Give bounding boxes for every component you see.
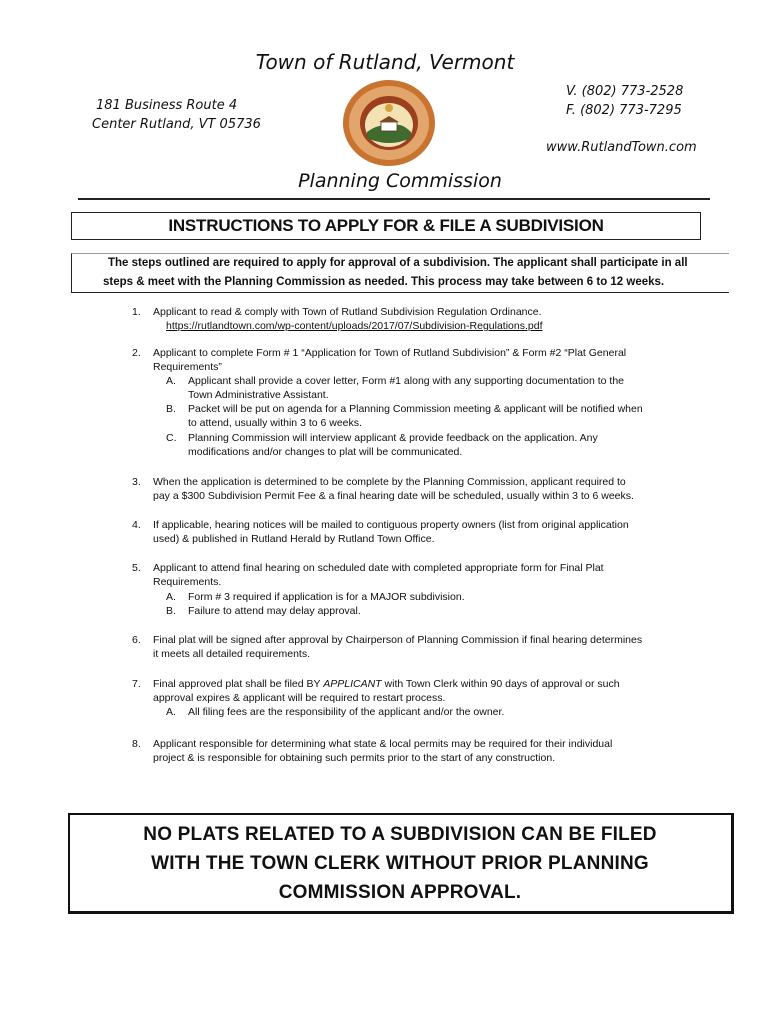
- step-7a-text: All filing fees are the responsibility of the applicant and/or the owner.: [188, 706, 505, 718]
- step-5a-text: Form # 3 required if application is for a MAJOR subdivision.: [188, 591, 465, 603]
- header-divider: [78, 198, 710, 200]
- address-line-1: 181 Business Route 4: [96, 98, 238, 113]
- website[interactable]: www.RutlandTown.com: [546, 140, 697, 155]
- step-8-text: Applicant responsible for determining what state & local permits may be required for their individual: [153, 738, 613, 750]
- step-6-text: Final plat will be signed after approval by Chairperson of Planning Commission if final hearing determines: [153, 634, 643, 646]
- intro-text-line-2: steps & meet with the Planning Commission as needed. This process may take between 6 to 12 weeks.: [103, 276, 665, 288]
- step-3-text: When the application is determined to be complete by the Planning Commission, applicant required to: [153, 476, 626, 488]
- step-3-text: pay a $300 Subdivision Permit Fee & a final hearing date will be scheduled, usually within 3 to 6 weeks.: [153, 490, 634, 502]
- address-line-2: Center Rutland, VT 05736: [92, 117, 261, 132]
- step-7-number: 7.: [132, 678, 141, 690]
- step-5b-letter: B.: [166, 605, 176, 617]
- regulations-link[interactable]: https://rutlandtown.com/wp-content/uploads/2017/07/Subdivision-Regulations.pdf: [166, 320, 543, 332]
- step-5-text: Applicant to attend final hearing on scheduled date with completed appropriate form for Final Plat: [153, 562, 604, 574]
- step-2c-letter: C.: [166, 432, 177, 444]
- step-7-text: approval expires & applicant will be required to restart process.: [153, 692, 446, 704]
- step-5b-text: Failure to attend may delay approval.: [188, 605, 361, 617]
- step-7a-letter: A.: [166, 706, 176, 718]
- applicant-emphasis: APPLICANT: [323, 678, 382, 690]
- step-7-text: Final approved plat shall be filed BY APPLICANT with Town Clerk within 90 days of approval or such: [153, 678, 620, 690]
- step-1-number: 1.: [132, 306, 141, 318]
- step-8-text: project & is responsible for obtaining such permits prior to the start of any construction.: [153, 752, 556, 764]
- step-2c-text: modifications and/or changes to plat will be communicated.: [188, 446, 463, 458]
- document-title: INSTRUCTIONS TO APPLY FOR & FILE A SUBDIVISION: [71, 212, 701, 240]
- fax-number: F. (802) 773-7295: [566, 103, 682, 118]
- step-5-text: Requirements.: [153, 576, 222, 588]
- phone-number: V. (802) 773-2528: [566, 84, 684, 99]
- notice-line-3: COMMISSION APPROVAL.: [278, 882, 522, 903]
- step-4-number: 4.: [132, 519, 141, 531]
- step-3-number: 3.: [132, 476, 141, 488]
- step-2b-text: Packet will be put on agenda for a Planning Commission meeting & applicant will be notified when: [188, 403, 643, 415]
- step-5-number: 5.: [132, 562, 141, 574]
- department-name: Planning Commission: [298, 170, 502, 192]
- town-title: Town of Rutland, Vermont: [255, 50, 515, 74]
- step-4-text: used) & published in Rutland Herald by Rutland Town Office.: [153, 533, 435, 545]
- step-1-text: Applicant to read & comply with Town of Rutland Subdivision Regulation Ordinance.: [153, 306, 542, 318]
- step-4-text: If applicable, hearing notices will be mailed to contiguous property owners (list from original application: [153, 519, 629, 531]
- step-2b-text: to attend, usually within 3 to 6 weeks.: [188, 417, 362, 429]
- step-2-number: 2.: [132, 347, 141, 359]
- intro-text-line-1: The steps outlined are required to apply for approval of a subdivision. The applicant shall participate in all: [108, 257, 688, 269]
- notice-line-2: WITH THE TOWN CLERK WITHOUT PRIOR PLANNING: [151, 853, 649, 874]
- step-2a-letter: A.: [166, 375, 176, 387]
- step-6-number: 6.: [132, 634, 141, 646]
- step-2a-text: Applicant shall provide a cover letter, Form #1 along with any supporting documentation to the: [188, 375, 625, 387]
- step-5a-letter: A.: [166, 591, 176, 603]
- town-seal-icon: [341, 78, 437, 168]
- notice-line-1: NO PLATS RELATED TO A SUBDIVISION CAN BE FILED: [143, 824, 657, 845]
- step-6-text: it meets all detailed requirements.: [153, 648, 310, 660]
- step-2c-text: Planning Commission will interview applicant & provide feedback on the application. Any: [188, 432, 598, 444]
- step-8-number: 8.: [132, 738, 141, 750]
- step-2b-letter: B.: [166, 403, 176, 415]
- step-2-text: Applicant to complete Form # 1 “Application for Town of Rutland Subdivision” & Form #2 “Plat General: [153, 347, 627, 359]
- step-2-text: Requirements”: [153, 361, 222, 373]
- step-2a-text: Town Administrative Assistant.: [188, 389, 329, 401]
